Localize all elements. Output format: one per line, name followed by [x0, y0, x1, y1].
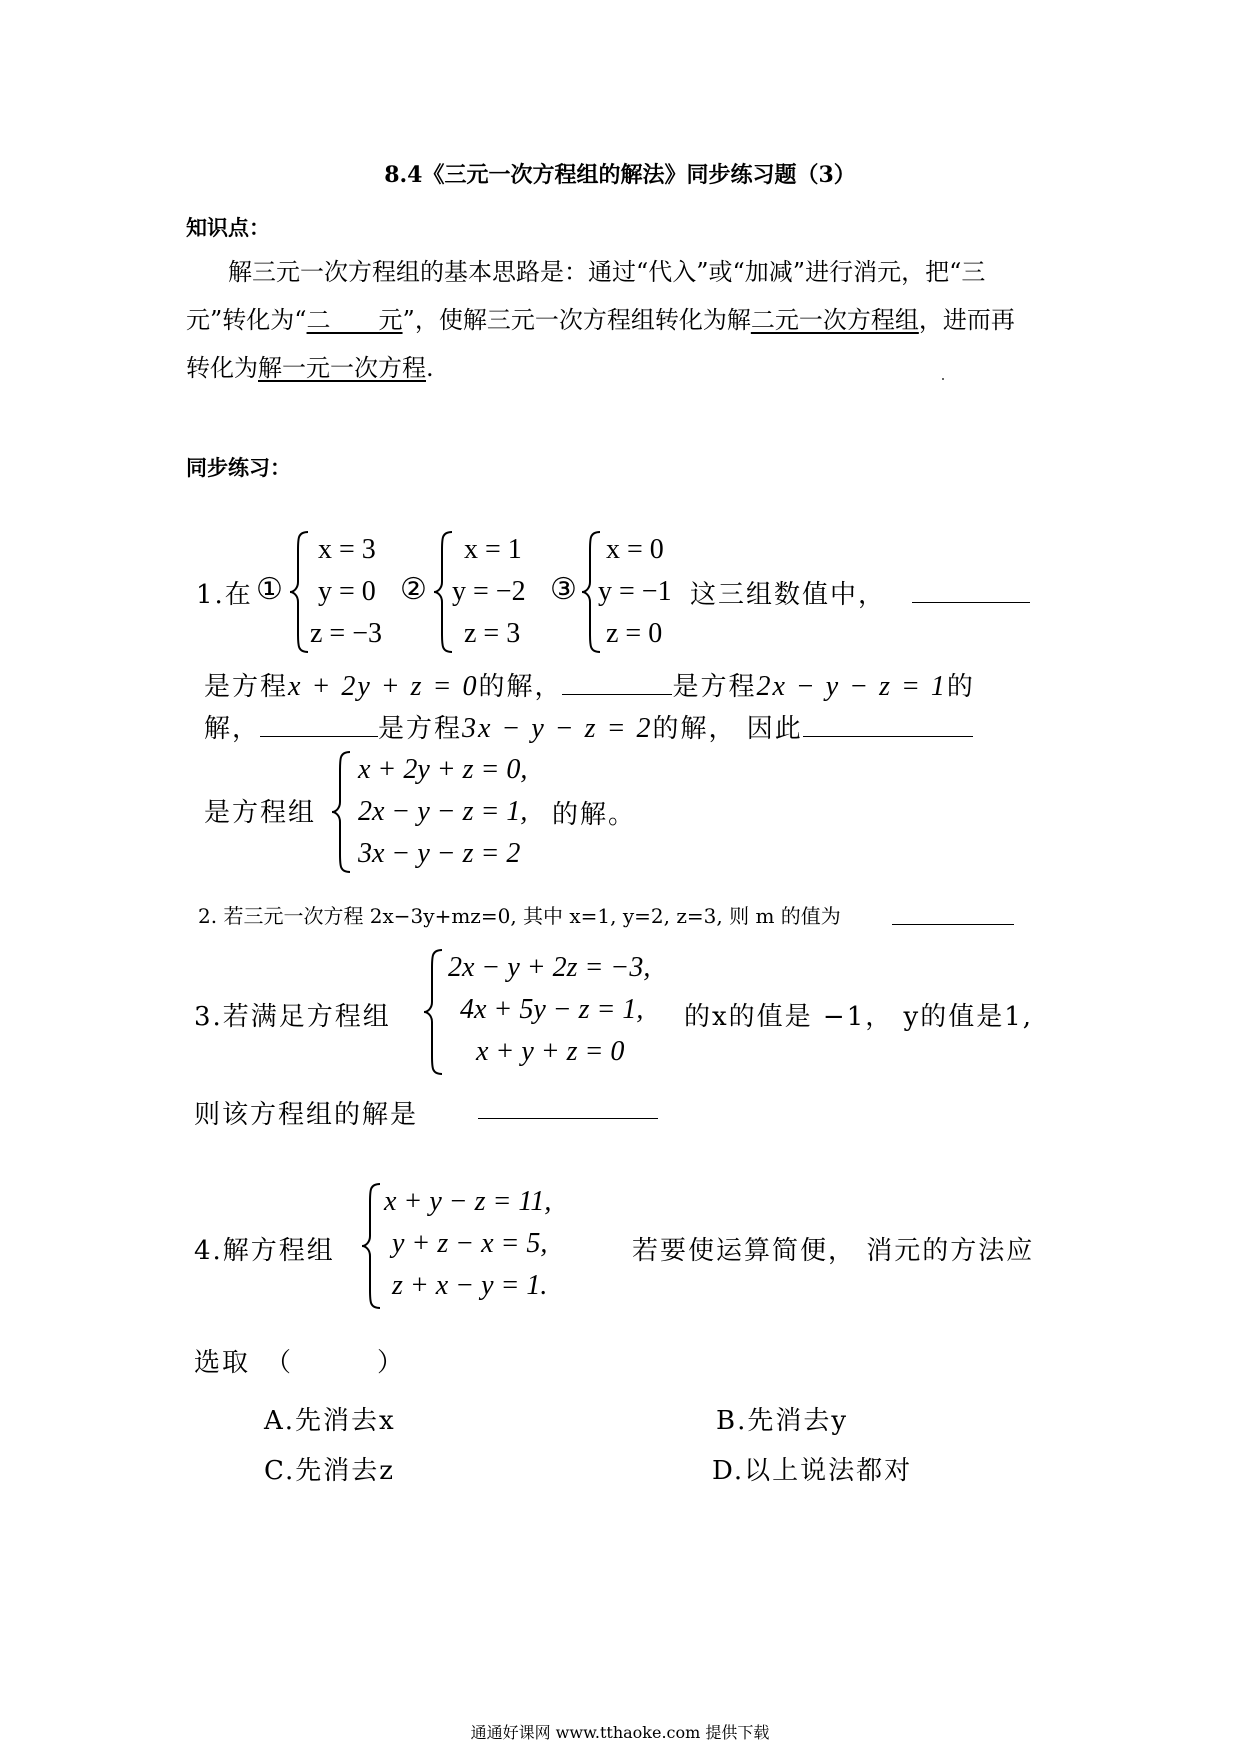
q4-prefix: 4.解方程组 — [194, 1236, 335, 1266]
knowledge-line-2 — [186, 308, 1015, 332]
brace-q4-system — [360, 1182, 382, 1310]
circled-1: ① — [256, 572, 285, 607]
q1-text: 是方程 — [672, 672, 757, 702]
q2-text: 2. 若三元一次方程 2x−3y+mz=0, 其中 x=1, y=2, z=3, 则 m 的值为 — [198, 904, 841, 928]
q1-text: 的 — [946, 672, 975, 702]
q1-system-line-1: x + 2y + z = 0, — [358, 754, 528, 785]
option-d: D.以上说法都对 — [712, 1456, 913, 1486]
knowledge-line-3 — [186, 356, 434, 380]
knowledge-answer-blank: 二 元 — [306, 306, 403, 334]
q1-equation: x + 2y + z = 0 — [288, 671, 479, 702]
knowledge-text: ，进而再 — [918, 306, 1015, 334]
q1-system-line-3: 3x − y − z = 2 — [358, 838, 521, 869]
footer-text: 通通好课网 www.tthaoke.com 提供下载 — [470, 1723, 770, 1742]
q3-system-line-2: 4x + 5y − z = 1, — [460, 994, 644, 1025]
answer-blank — [892, 902, 1014, 925]
sys2-line-2: y = −2 — [452, 576, 526, 607]
q3-prefix: 3.若满足方程组 — [194, 1002, 391, 1032]
q1-text: 是方程 — [378, 714, 463, 744]
knowledge-text: ”，使解三元一次方程组转化为解 — [402, 306, 751, 334]
q1-equation: 2x − y − z = 1 — [756, 671, 947, 702]
q4-system-line-2: y + z − x = 5, — [392, 1228, 548, 1259]
circled-3: ③ — [550, 572, 579, 607]
sys2-line-1: x = 1 — [464, 534, 522, 565]
brace-q1-system — [330, 750, 352, 874]
brace-sys1 — [288, 530, 310, 654]
q4-tail: 若要使运算简便， 消元的方法应 — [632, 1236, 1035, 1266]
q1-line-4-prefix: 是方程组 — [204, 798, 317, 828]
answer-blank — [912, 580, 1030, 603]
knowledge-answer-blank: 解一元一次方程 — [258, 354, 426, 382]
scan-speck — [942, 378, 944, 380]
q1-tail: 这三组数值中， — [690, 580, 887, 610]
q3-line-2: 则该方程组的解是 — [194, 1100, 419, 1130]
knowledge-heading: 知识点： — [186, 215, 270, 240]
q1-equation: 3x − y − z = 2 — [462, 713, 653, 744]
answer-blank — [260, 714, 378, 737]
sys1-line-1: x = 3 — [318, 534, 376, 565]
sys3-line-1: x = 0 — [606, 534, 664, 565]
brace-q3-system — [422, 948, 444, 1076]
knowledge-text: 转化为 — [186, 354, 258, 382]
q1-line-2 — [204, 666, 975, 703]
knowledge-answer-blank: 二元一次方程组 — [750, 306, 919, 334]
brace-sys2 — [432, 530, 454, 654]
q1-line-3 — [204, 708, 973, 745]
sys3-line-3: z = 0 — [606, 618, 663, 649]
option-a: A.先消去x — [264, 1406, 396, 1436]
answer-blank — [562, 672, 672, 695]
answer-blank — [803, 714, 973, 737]
q1-text: 是方程 — [204, 672, 289, 702]
q4-line-2: 选取 （ ） — [194, 1348, 406, 1378]
sys1-line-3: z = −3 — [310, 618, 383, 649]
option-b: B.先消去y — [716, 1406, 849, 1436]
q1-system-line-2: 2x − y − z = 1, — [358, 796, 528, 827]
q1-prefix: 1.在 — [196, 580, 253, 610]
q1-line-4-suffix: 的解。 — [552, 800, 637, 830]
q1-text: 解， — [204, 714, 261, 744]
knowledge-text: . — [426, 354, 434, 382]
answer-blank — [478, 1096, 658, 1119]
option-c: C.先消去z — [264, 1456, 395, 1486]
practice-heading: 同步练习： — [186, 455, 291, 480]
sys3-line-2: y = −1 — [598, 576, 672, 607]
q3-tail: 的x的值是 −1， y的值是1, — [684, 1002, 1034, 1032]
q1-text: 的解， — [478, 672, 563, 702]
sys1-line-2: y = 0 — [318, 576, 376, 607]
q3-system-line-1: 2x − y + 2z = −3, — [448, 952, 651, 983]
page-title: 8.4《三元一次方程组的解法》同步练习题（3） — [384, 162, 856, 188]
q1-text: 的解， 因此 — [652, 714, 803, 744]
knowledge-text: 元”转化为“ — [186, 306, 307, 334]
q4-system-line-3: z + x − y = 1. — [392, 1270, 548, 1301]
q4-system-line-1: x + y − z = 11, — [384, 1186, 552, 1217]
knowledge-line-1: 解三元一次方程组的基本思路是：通过“代入”或“加减”进行消元，把“三 — [228, 258, 986, 286]
circled-2: ② — [400, 572, 429, 607]
q3-system-line-3: x + y + z = 0 — [476, 1036, 625, 1067]
sys2-line-3: z = 3 — [464, 618, 521, 649]
